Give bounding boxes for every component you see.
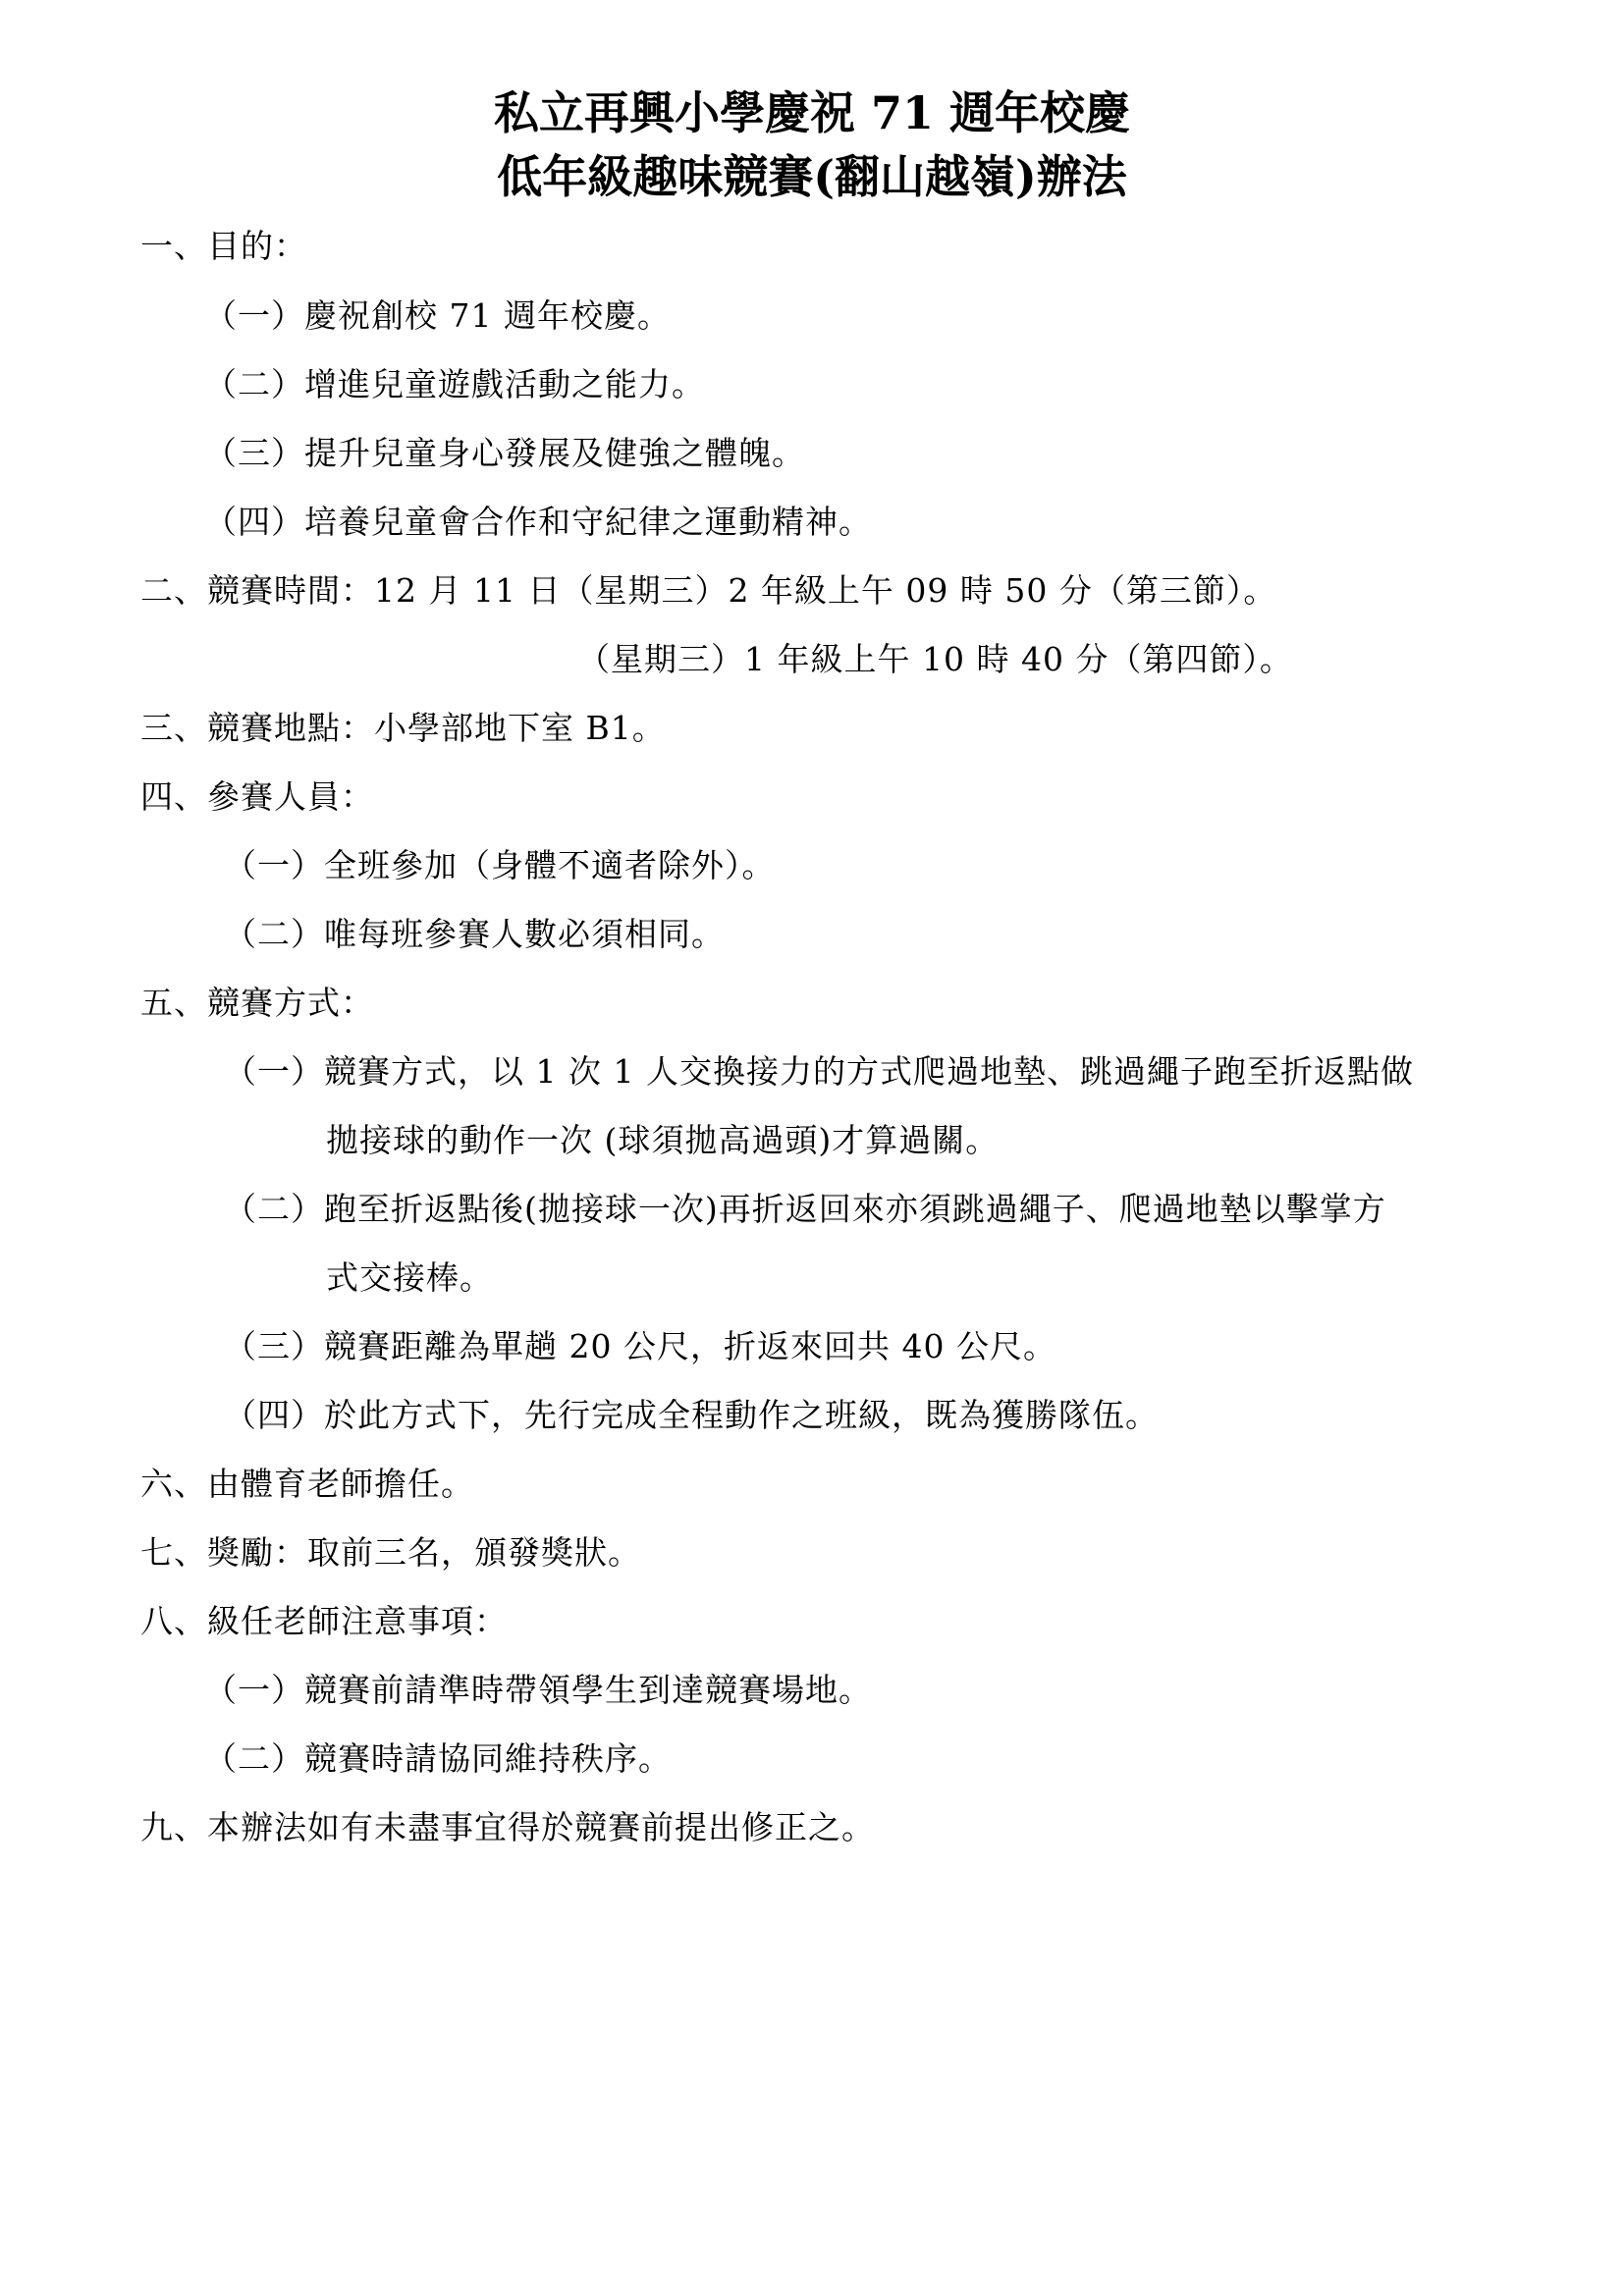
section-6-line: 六、由體育老師擔任。 bbox=[140, 1465, 474, 1503]
section-4-heading: 四、參賽人員： bbox=[140, 777, 374, 816]
section-8-item-2: （二）競賽時請協同維持秩序。 bbox=[204, 1739, 672, 1778]
section-8-heading: 八、級任老師注意事項： bbox=[140, 1602, 508, 1640]
section-5-item-2-line-2: 式交接棒。 bbox=[326, 1258, 493, 1297]
section-7-line: 七、獎勵：取前三名，頒發獎狀。 bbox=[140, 1533, 641, 1572]
section-5-heading: 五、競賽方式： bbox=[140, 984, 374, 1022]
document-title-line2: 低年級趣味競賽(翻山越嶺)辦法 bbox=[497, 150, 1127, 203]
section-4-item-1: （一）全班參加（身體不適者除外）。 bbox=[224, 846, 776, 884]
section-5-item-1-line-1: （一）競賽方式，以 1 次 1 人交換接力的方式爬過地墊、跳過繩子跑至折返點做 bbox=[224, 1052, 1414, 1091]
section-5-item-4: （四）於此方式下，先行完成全程動作之班級，既為獲勝隊伍。 bbox=[224, 1396, 1159, 1434]
section-3-line: 三、競賽地點：小學部地下室 B1。 bbox=[140, 709, 666, 747]
section-1-heading: 一、目的： bbox=[140, 227, 307, 265]
section-5-item-2-line-1: （二）跑至折返點後(拋接球一次)再折返回來亦須跳過繩子、爬過地墊以擊掌方 bbox=[224, 1190, 1386, 1228]
section-1-item-4: （四）培養兒童會合作和守紀律之運動精神。 bbox=[204, 503, 872, 541]
section-5-item-3: （三）競賽距離為單趟 20 公尺，折返來回共 40 公尺。 bbox=[224, 1327, 1056, 1365]
section-8-item-1: （一）競賽前請準時帶領學生到達競賽場地。 bbox=[204, 1671, 872, 1709]
section-1-item-3: （三）提升兒童身心發展及健強之體魄。 bbox=[204, 434, 805, 472]
section-1-item-2: （二）增進兒童遊戲活動之能力。 bbox=[204, 365, 705, 403]
document-title-line1: 私立再興小學慶祝 71 週年校慶 bbox=[493, 86, 1131, 139]
section-1-item-1: （一）慶祝創校 71 週年校慶。 bbox=[204, 296, 671, 335]
section-2-line-1: 二、競賽時間：12 月 11 日（星期三）2 年級上午 09 時 50 分（第三節）。 bbox=[140, 571, 1277, 610]
section-4-item-2: （二）唯每班參賽人數必須相同。 bbox=[224, 915, 725, 953]
section-9-line: 九、本辦法如有未盡事宜得於競賽前提出修正之。 bbox=[140, 1808, 875, 1846]
section-5-item-1-line-2: 拋接球的動作一次 (球須拋高過頭)才算過關。 bbox=[326, 1121, 1000, 1159]
section-2-line-2: （星期三）1 年級上午 10 時 40 分（第四節）。 bbox=[577, 640, 1293, 678]
